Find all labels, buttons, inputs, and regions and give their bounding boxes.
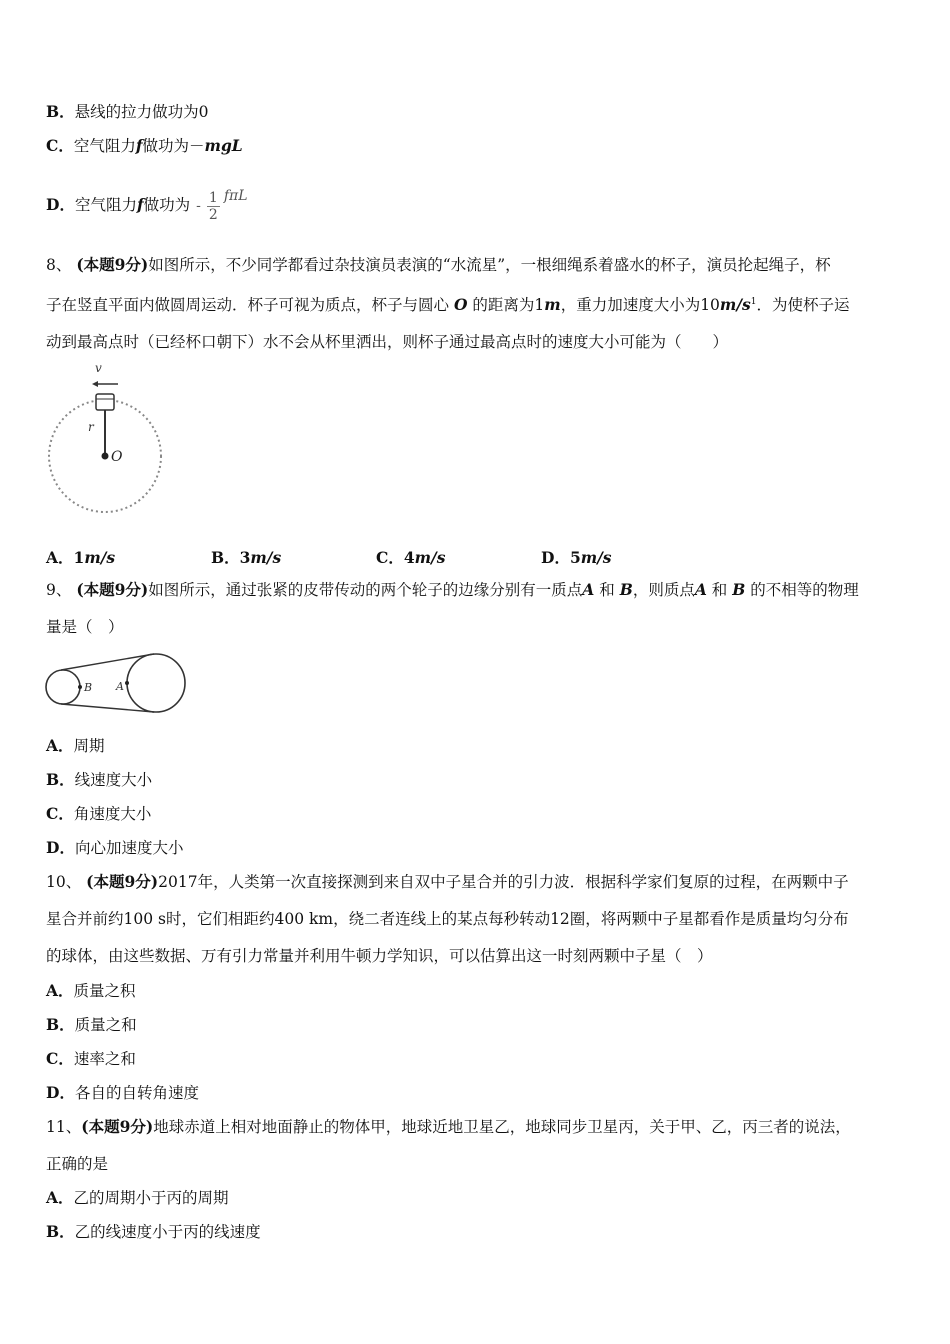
- q8-text-1: 如图所示，不少同学都看过杂技演员表演的“水流星”，一根细绳系着盛水的杯子，演员抡起绳子，杯: [148, 256, 831, 274]
- question-10: [46, 863, 908, 975]
- option-text-mid: 做功为: [143, 196, 191, 214]
- q10-option-b[interactable]: [46, 1015, 137, 1035]
- option-label: D．: [46, 1083, 75, 1102]
- option-text: 乙的周期小于丙的周期: [73, 1189, 229, 1207]
- option-text: 质量之积: [73, 982, 136, 1000]
- question-8: [46, 246, 908, 361]
- q8-text-3: 动到最高点时（已经杯口朝下）水不会从杯里洒出，则杯子通过最高点时的速度大小可能为（ ）: [46, 333, 729, 352]
- water-meteor-figure: [40, 358, 175, 523]
- symbol-B: B: [732, 580, 746, 599]
- point-a: [125, 681, 129, 685]
- fraction: [207, 190, 220, 223]
- label-b: B: [84, 681, 93, 694]
- symbol-B: B: [619, 580, 633, 599]
- option-unit: m/s: [414, 548, 446, 567]
- velocity-label: v: [95, 361, 102, 375]
- q8-text-2b: 的距离为1: [472, 296, 545, 315]
- q9-text-1b: ，则质点: [632, 581, 695, 599]
- q9-option-c[interactable]: [46, 804, 151, 824]
- q11-option-a[interactable]: [46, 1188, 229, 1208]
- q11-text-2: 正确的是: [46, 1155, 109, 1173]
- q10-text-3: 的球体，由这些数据、万有引力常量并利用牛顿力学知识，可以估算出这一时刻两颗中子星（ ）: [46, 947, 713, 965]
- option-label: C．: [376, 548, 404, 567]
- q9-text-2: 量是（ ）: [46, 618, 124, 636]
- q9-line-2: [46, 609, 908, 646]
- q8-line-2: [46, 284, 908, 324]
- option-text: 乙的线速度小于丙的线速度: [74, 1223, 261, 1241]
- option-text: 周期: [73, 737, 105, 755]
- question-number: 11、: [46, 1118, 82, 1136]
- q10-option-d[interactable]: [46, 1083, 199, 1103]
- label-a: A: [116, 680, 124, 693]
- q10-line-3: [46, 938, 908, 975]
- option-label: C．: [46, 136, 74, 155]
- option-text: 质量之和: [74, 1016, 137, 1034]
- q9-text-1a: 如图所示，通过张紧的皮带传动的两个轮子的边缘分别有一质点: [148, 581, 583, 599]
- q10-line-1: [46, 863, 908, 901]
- unit-sup: 1: [750, 297, 757, 307]
- q11-line-1: [46, 1108, 908, 1146]
- option-text: 速率之和: [73, 1050, 136, 1068]
- question-points: (本题9分): [76, 580, 149, 599]
- option-text-mid: 做功为－: [142, 137, 205, 155]
- q8-option-a[interactable]: [46, 546, 115, 568]
- option-label: C．: [46, 1049, 74, 1068]
- symbol-f: f: [135, 136, 143, 155]
- option-text: 空气阻力: [73, 137, 136, 155]
- unit-m: m: [544, 295, 561, 315]
- center-point: [102, 453, 109, 460]
- option-label: D．: [46, 838, 75, 857]
- option-label: B．: [211, 548, 240, 567]
- option-label: B．: [46, 1222, 75, 1241]
- option-value: 3: [239, 548, 251, 567]
- option-text: 悬线的拉力做功为0: [74, 103, 209, 121]
- small-wheel: [46, 670, 80, 704]
- option-label: A．: [46, 736, 74, 755]
- q11-text-1: 地球赤道上相对地面静止的物体甲，地球近地卫星乙，地球同步卫星丙，关于甲、乙，丙三者的说法，: [153, 1118, 851, 1136]
- q8-text-2c: ，重力加速度大小为10: [560, 296, 720, 315]
- cup-icon: [96, 394, 114, 410]
- option-text: 空气阻力: [74, 196, 137, 214]
- point-b: [78, 685, 82, 689]
- fraction-numerator: 1: [208, 189, 218, 206]
- option-unit: m/s: [580, 548, 612, 567]
- q8-text-2d: ．为使杯子运: [756, 296, 850, 315]
- symbol-A: A: [582, 580, 595, 599]
- q9-text-1c: 的不相等的物理: [750, 581, 859, 599]
- question-number: 8、: [46, 256, 72, 274]
- fraction-denominator: 2: [208, 206, 218, 223]
- q10-line-2: [46, 901, 908, 938]
- question-number: 9、: [46, 581, 72, 599]
- q9-option-b[interactable]: [46, 770, 152, 790]
- option-text: 向心加速度大小: [74, 839, 184, 857]
- unit-ms: m/s: [719, 295, 751, 315]
- symbol-O: O: [453, 295, 468, 315]
- q8-option-c[interactable]: [376, 546, 445, 568]
- option-value: 5: [569, 548, 581, 567]
- option-value: 1: [73, 548, 85, 567]
- option-label: B．: [46, 770, 75, 789]
- center-label: O: [111, 449, 123, 465]
- q9-line-1: [46, 571, 908, 609]
- belt-wheels-figure: [44, 650, 189, 716]
- q10-option-c[interactable]: [46, 1049, 136, 1069]
- negative-sign: -: [196, 198, 201, 214]
- q8-option-d[interactable]: [541, 546, 612, 568]
- q9-option-a[interactable]: [46, 736, 105, 756]
- option-label: A．: [46, 981, 74, 1000]
- option-label: A．: [46, 1188, 74, 1207]
- symbol-A: A: [694, 580, 707, 599]
- q7-option-d[interactable]: [46, 178, 248, 232]
- radius-label: r: [88, 420, 94, 434]
- option-text: 线速度大小: [74, 771, 153, 789]
- question-9: [46, 571, 908, 646]
- question-points: (本题9分): [76, 255, 149, 274]
- q10-text-2: 星合并前约100 s时，它们相距约400 km，绕二者连线上的某点每秒转动12圈，将两颗中子星都看作是质量均匀分布: [46, 910, 849, 928]
- arrow-head-icon: [92, 381, 98, 387]
- q9-and: 和: [711, 581, 728, 599]
- option-unit: m/s: [250, 548, 282, 567]
- q7-option-b[interactable]: [46, 102, 208, 122]
- option-label: A．: [46, 548, 74, 567]
- q9-and: 和: [599, 581, 615, 599]
- option-value: 4: [403, 548, 415, 567]
- q8-line-1: [46, 246, 908, 284]
- option-label: D．: [46, 195, 75, 214]
- q11-line-2: [46, 1146, 908, 1183]
- question-number: 10、: [46, 873, 82, 891]
- expr-mgL: mgL: [204, 136, 243, 155]
- option-text: 角速度大小: [73, 805, 152, 823]
- q10-option-a[interactable]: [46, 981, 136, 1001]
- q9-option-d[interactable]: [46, 838, 183, 858]
- expr-fpiL: fπL: [223, 188, 248, 204]
- option-label: B．: [46, 102, 75, 121]
- question-11: [46, 1108, 908, 1183]
- q8-line-3: [46, 324, 908, 361]
- option-label: B．: [46, 1015, 75, 1034]
- q10-text-1: 2017年，人类第一次直接探测到来自双中子星合并的引力波．根据科学家们复原的过程，在两颗中子: [158, 873, 849, 891]
- question-points: (本题9分): [86, 872, 159, 891]
- q8-option-b[interactable]: [211, 546, 281, 568]
- large-wheel: [127, 654, 185, 712]
- option-text: 各自的自转角速度: [74, 1084, 199, 1102]
- option-unit: m/s: [84, 548, 116, 567]
- q7-option-c[interactable]: [46, 136, 243, 156]
- q11-option-b[interactable]: [46, 1222, 261, 1242]
- option-label: D．: [541, 548, 570, 567]
- symbol-f: f: [136, 195, 144, 214]
- q8-text-2a: 子在竖直平面内做圆周运动．杯子可视为质点，杯子与圆心: [46, 296, 450, 315]
- question-points: (本题9分): [81, 1117, 154, 1136]
- belt-top: [61, 654, 154, 670]
- option-label: C．: [46, 804, 74, 823]
